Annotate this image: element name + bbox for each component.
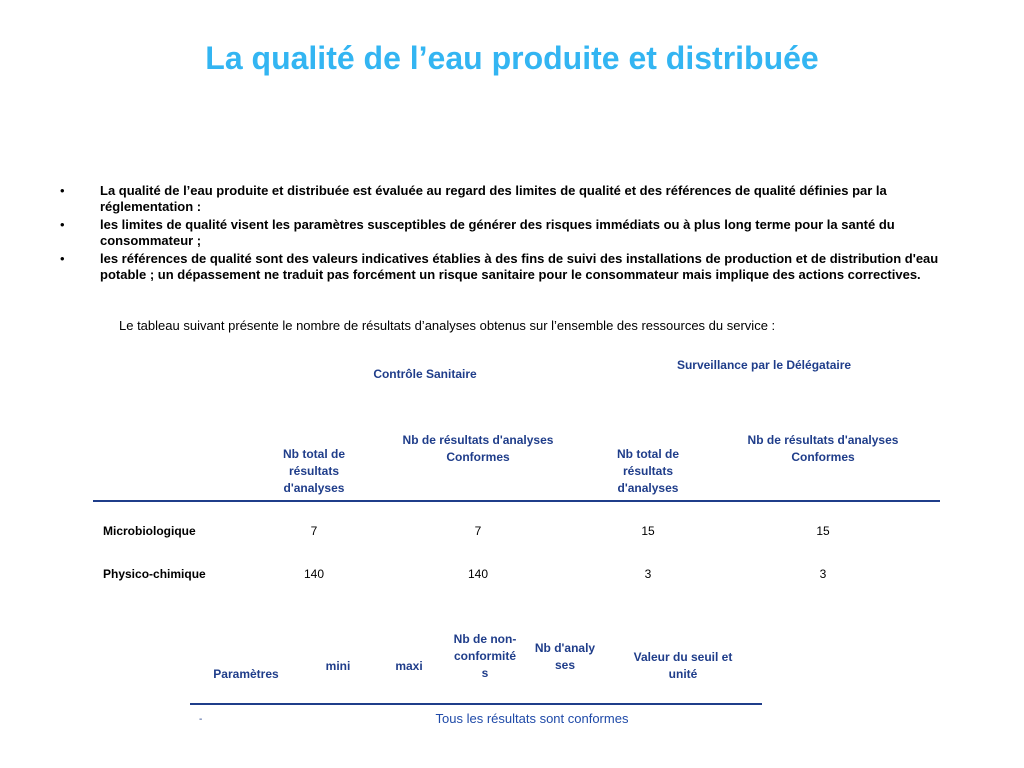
param-header-seuil: Valeur du seuil et unité [633, 650, 733, 681]
table-cell: 15 [641, 524, 655, 538]
bullet-text: les limites de qualité visent les paramètres susceptibles de générer des risques immédiats ou à plus long terme pour la santé du consommateur ; [100, 217, 895, 248]
table1-rule [93, 500, 940, 502]
intro-text: Le tableau suivant présente le nombre de résultats d’analyses obtenus sur l’ensemble des ressources du service : [119, 318, 776, 333]
row-label-physico-chimique: Physico-chimique [103, 567, 206, 581]
bullet-text: La qualité de l’eau produite et distribuée est évaluée au regard des limites de qualité et des références de qualité définies par la réglementation : [100, 183, 887, 214]
bullet-list [60, 183, 970, 285]
col-header-conformes-del: Nb de résultats d'analyses Conformes [747, 433, 899, 464]
col-header-conformes-cs: Nb de résultats d'analyses Conformes [402, 433, 554, 464]
row-marker: - [199, 714, 203, 725]
bullet-item [60, 217, 970, 249]
table-cell: 140 [303, 567, 325, 581]
table-cell: 140 [467, 567, 489, 581]
param-header-nb-analyses: Nb d'analyses [534, 641, 596, 672]
table-cell: 3 [819, 567, 827, 581]
bullet-dot: • [60, 183, 65, 198]
table-cell: 7 [474, 524, 482, 538]
table2-rule [190, 703, 762, 705]
group-header-surveillance: Surveillance par le Délégataire [676, 358, 852, 372]
param-header-maxi: maxi [395, 659, 423, 673]
table-cell: 3 [644, 567, 652, 581]
row-label-microbiologique: Microbiologique [103, 524, 196, 538]
group-header-controle: Contrôle Sanitaire [373, 367, 477, 381]
param-header-parametres: Paramètres [213, 667, 279, 681]
bullet-dot: • [60, 217, 65, 232]
param-header-mini: mini [325, 659, 351, 673]
table-cell: 15 [816, 524, 830, 538]
conformity-message: Tous les résultats sont conformes [435, 711, 629, 726]
bullet-item [60, 183, 970, 215]
bullet-text: les références de qualité sont des valeurs indicatives établies à des fins de suivi des installations de production et de distribution d'eau potable ; un dépassement ne traduit pas forcément un risque sanitaire pour le consommateur mais implique des actions correctives. [100, 251, 939, 282]
col-header-total-cs: Nb total de résultats d'analyses [283, 447, 345, 495]
col-header-total-del: Nb total de résultats d'analyses [617, 447, 679, 495]
bullet-item [60, 251, 970, 283]
bullet-dot: • [60, 251, 65, 266]
param-header-non-conformites: Nb de non-conformités [453, 632, 517, 680]
page-title: La qualité de l’eau produite et distribuée [205, 40, 819, 76]
table-cell: 7 [310, 524, 318, 538]
